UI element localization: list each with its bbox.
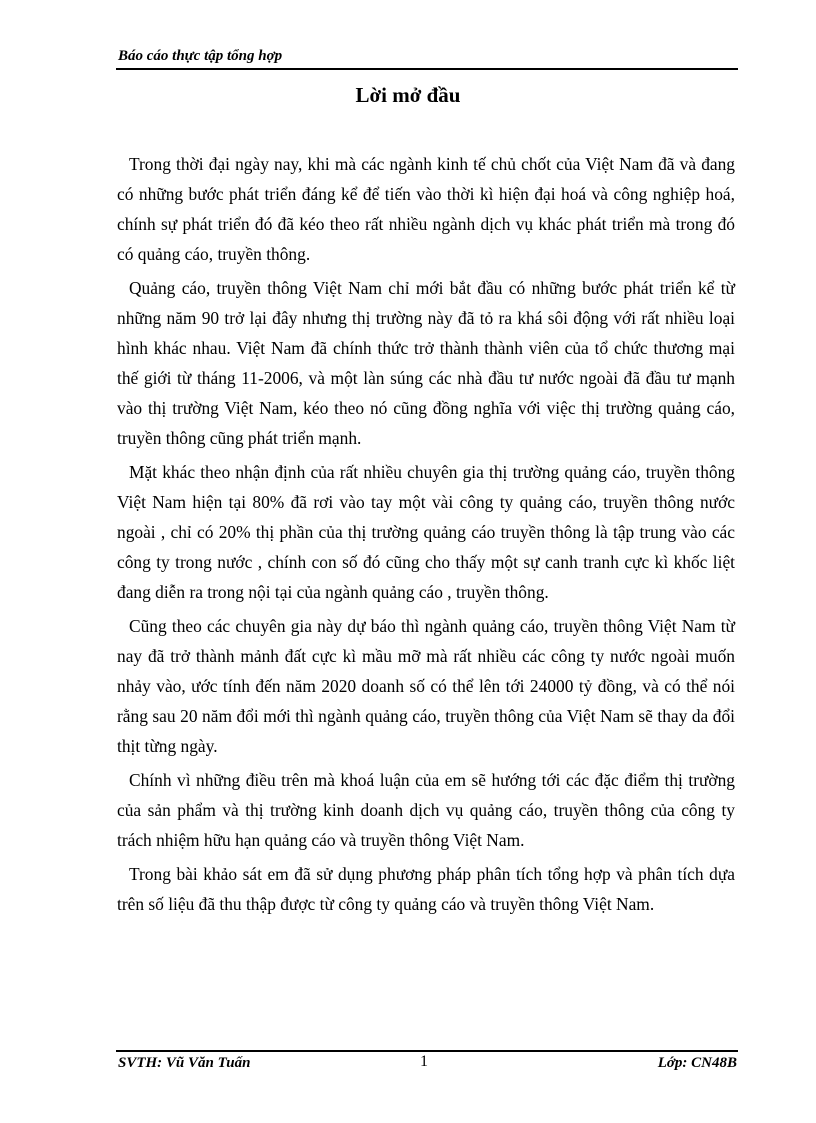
page-title: Lời mở đầu	[355, 83, 461, 107]
document-body	[117, 149, 735, 923]
footer-author: SVTH: Vũ Văn Tuấn	[118, 1055, 251, 1071]
paragraph: Trong thời đại ngày nay, khi mà các ngành kinh tế chủ chốt của Việt Nam đã và đang có những bước phát triển đáng kể để tiến vào thời kì hiện đại hoá và công nghiệp hoá, chính sự phát triển đó đã kéo theo rất nhiều ngành dịch vụ khác phát triển mà trong đó có quảng cáo, truyền thông.	[117, 154, 735, 264]
paragraph: Cũng theo các chuyên gia này dự báo thì ngành quảng cáo, truyền thông Việt Nam từ nay đã trở thành mảnh đất cực kì mầu mỡ mà rất nhiều các công ty nước ngoài muốn nhảy vào, ước tính đến năm 2020 doanh số có thể lên tới 24000 tỷ đồng, và có thể nói rằng sau 20 năm đổi mới thì ngành quảng cáo, truyền thông của Việt Nam sẽ thay da đổi thịt từng ngày.	[117, 616, 735, 756]
footer-class: Lớp: CN48B	[657, 1055, 737, 1071]
running-header: Báo cáo thực tập tổng hợp	[118, 48, 283, 64]
paragraph: Quảng cáo, truyền thông Việt Nam chỉ mới bắt đầu có những bước phát triển kể từ những năm 90 trở lại đây nhưng thị trường này đã tỏ ra khá sôi động với rất nhiều loại hình khác nhau. Việt Nam đã chính thức trở thành thành viên của tổ chức thương mại thế giới từ tháng 11-2006, và một làn súng các nhà đầu tư nước ngoài đã đầu tư mạnh vào thị trường Việt Nam, kéo theo nó cũng đồng nghĩa với việc thị trường quảng cáo, truyền thông cũng phát triển mạnh.	[117, 278, 735, 448]
paragraph: Mặt khác theo nhận định của rất nhiều chuyên gia thị trường quảng cáo, truyền thông Việt Nam hiện tại 80% đã rơi vào tay một vài công ty quảng cáo, truyền thông nước ngoài , chỉ có 20% thị phần của thị trường quảng cáo truyền thông là tập trung vào các công ty trong nước , chính con số đó cũng cho thấy một sự canh tranh cực kì khốc liệt đang diễn ra trong nội tại của ngành quảng cáo , truyền thông.	[117, 462, 735, 602]
paragraph: Chính vì những điều trên mà khoá luận của em sẽ hướng tới các đặc điểm thị trường của sản phẩm và thị trường kinh doanh dịch vụ quảng cáo, truyền thông của công ty trách nhiệm hữu hạn quảng cáo và truyền thông Việt Nam.	[117, 770, 735, 850]
paragraph: Trong bài khảo sát em đã sử dụng phương pháp phân tích tổng hợp và phân tích dựa trên số liệu đã thu thập được từ công ty quảng cáo và truyền thông Việt Nam.	[117, 864, 735, 914]
page-number: 1	[420, 1053, 428, 1070]
footer-divider	[116, 1050, 738, 1052]
header-divider	[116, 68, 738, 70]
